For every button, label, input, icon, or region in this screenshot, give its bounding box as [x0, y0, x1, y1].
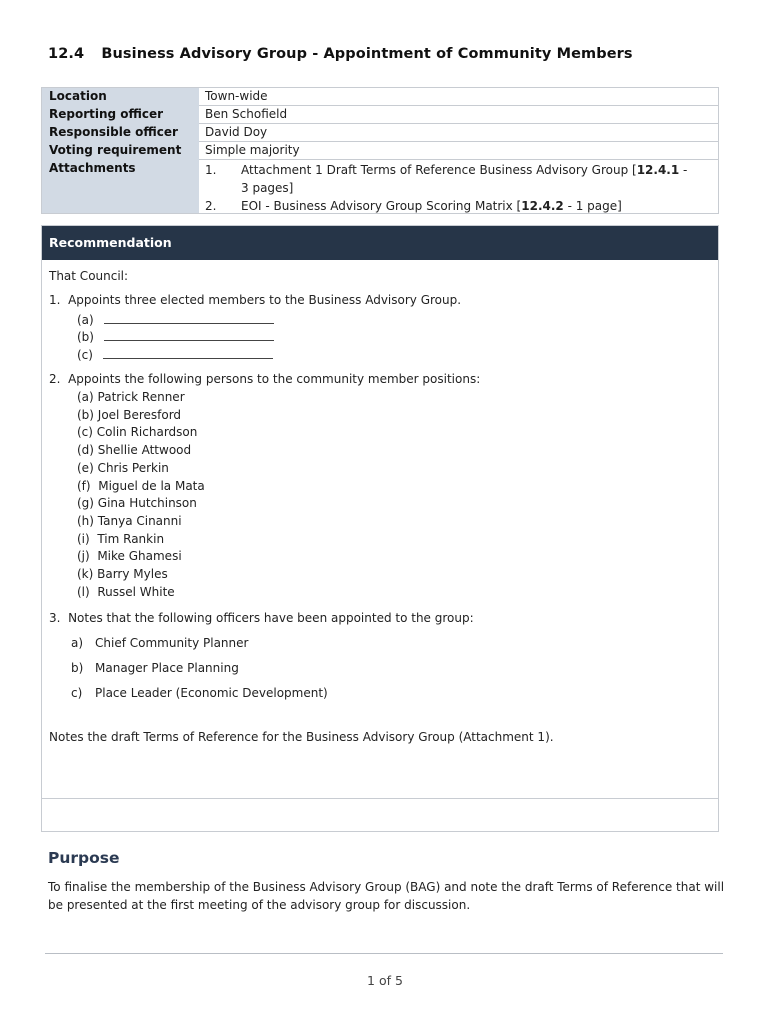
info-row-reporting [42, 106, 718, 124]
recommendation-item-1: 1. Appoints three elected members to the Business Advisory Group. [49, 293, 462, 307]
info-row-voting [42, 142, 718, 160]
info-table [41, 87, 719, 214]
page-number: 1 of 5 [367, 973, 403, 988]
section-heading [48, 46, 633, 62]
recommendation-item-2: 2. Appoints the following persons to the community member positions: [49, 372, 481, 386]
officer-item: a) Chief Community Planner [71, 636, 249, 650]
info-row-responsible [42, 124, 718, 142]
member-list-item: (l) Russel White [77, 584, 175, 599]
recommendation-intro: That Council: [49, 269, 129, 283]
recommendation-header: Recommendation [42, 226, 718, 260]
officer-item: b) Manager Place Planning [71, 661, 239, 675]
recommendation-closing: Notes the draft Terms of Reference for the Business Advisory Group (Attachment 1). [49, 730, 554, 744]
voting-requirement-label: Voting requirement [49, 143, 182, 157]
purpose-heading: Purpose [48, 849, 120, 867]
member-list-item: (k) Barry Myles [77, 567, 168, 581]
member-list-item: (a) Patrick Renner [77, 390, 185, 404]
member-list-item: (i) Tim Rankin [77, 531, 165, 546]
member-list-item: (g) Gina Hutchinson [77, 496, 197, 511]
blank-line-item: (a) [77, 313, 274, 327]
member-list-item: (e) Chris Perkin [77, 460, 169, 475]
member-list-item: (h) Tanya Cinanni [77, 513, 182, 528]
info-row-location [42, 88, 718, 106]
member-list-item: (d) Shellie Attwood [77, 443, 192, 458]
reporting-officer-label: Reporting officer [49, 107, 164, 121]
location-value: Town-wide [205, 89, 268, 103]
footer-divider [45, 953, 723, 954]
reporting-officer-value: Ben Schofield [205, 107, 288, 121]
attachment-item[interactable]: 1. Attachment 1 Draft Terms of Reference Business Advisory Group [12.4.1 - 3 pages] 2. EOI - Business Advisory Group Scoring Matrix [12.4.2 - 1 page] [205, 163, 688, 213]
member-list-item: (c) Colin Richardson [77, 425, 198, 440]
blank-line-item: (c) [77, 348, 273, 362]
box-divider [42, 798, 718, 799]
location-label: Location [49, 89, 107, 103]
officer-item: c) Place Leader (Economic Development) [71, 686, 328, 700]
responsible-officer-label: Responsible officer [49, 125, 178, 139]
section-number: 12.4 [48, 46, 85, 62]
member-list-item: (j) Mike Ghamesi [77, 549, 182, 564]
member-list-item: (b) Joel Beresford [77, 407, 182, 422]
voting-requirement-value: Simple majority [205, 143, 300, 157]
attachments-label: Attachments [49, 161, 136, 175]
responsible-officer-value: David Doy [205, 125, 268, 139]
blank-line-item: (b) [77, 330, 274, 344]
recommendation-item-3: 3. Notes that the following officers have been appointed to the group: [49, 611, 474, 625]
member-list-item: (f) Miguel de la Mata [77, 478, 205, 493]
purpose-text: To finalise the membership of the Business Advisory Group (BAG) and note the draft Terms of Reference that will be presented at the first meeting of the advisory group for discussion. [48, 880, 725, 912]
section-title: Business Advisory Group - Appointment of Community Members [101, 46, 633, 62]
recommendation-box [41, 225, 719, 832]
